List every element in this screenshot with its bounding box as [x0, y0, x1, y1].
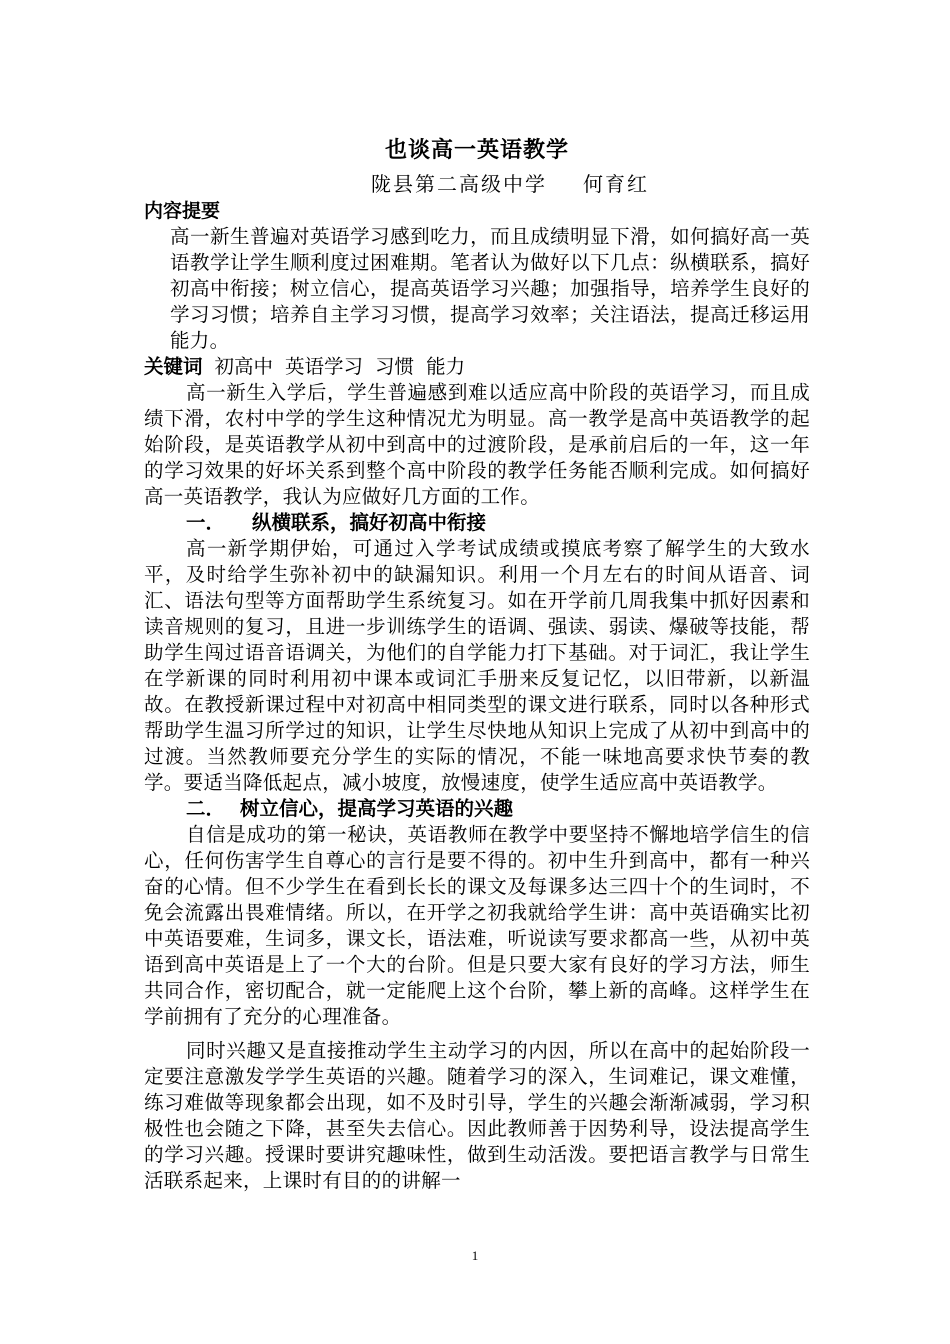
section-title: 纵横联系，搞好初高中衔接 [252, 511, 487, 534]
document-title: 也谈高一英语教学 [384, 138, 569, 163]
section-number: 一． [186, 511, 226, 534]
keyword-item: 能力 [426, 355, 466, 378]
section-number: 二． [186, 797, 226, 820]
keyword-item: 英语学习 [285, 355, 364, 378]
page-number: 1 [471, 1248, 479, 1263]
author-line [144, 170, 810, 198]
section-title: 树立信心，提高学习英语的兴趣 [240, 797, 514, 820]
section1-paragraph: 高一新学期伊始，可通过入学考试成绩或摸底考察了解学生的大致水平，及时给学生弥补初中的缺漏知识。利用一个月左右的时间从语音、词汇、语法句型等方面帮助学生系统复习。如在开学前几周我集中抓好因素和读音规则的复习，且进一步训练学生的语调、强读、弱读、爆破等技能，帮助学生闯过语音语调关，为他们的自学能力打下基础。对于词汇，我让学生在学新课的同时利用初中课本或词汇手册来反复记忆，以旧带新，以新温故。在教授新课过程中对初高中相同类型的课文进行联系，同时以各种形式帮助学生温习所学过的知识，让学生尽快地从知识上完成了从初中到高中的过渡。当然教师要充分学生的实际的情况，不能一味地高要求快节奏的教学。要适当降低起点，减小坡度，放慢速度，使学生适应高中英语教学。 [144, 537, 810, 794]
intro-paragraph: 高一新生入学后，学生普遍感到难以适应高中阶段的英语学习，而且成绩下滑，农村中学的学生这种情况尤为明显。高一教学是高中英语教学的起始阶段，是英语教学从初中到高中的过渡阶段，是承前启后的一年，这一年的学习效果的好坏关系到整个高中阶段的教学任务能否顺利完成。如何搞好高一英语教学，我认为应做好几方面的工作。 [144, 381, 810, 508]
section-heading-1 [144, 510, 810, 536]
keywords-line [144, 354, 810, 380]
keywords-label: 关键词 [144, 355, 203, 378]
author-name: 何育红 [583, 172, 649, 196]
author-school: 陇县第二高级中学 [371, 172, 547, 196]
text-column [144, 136, 810, 1194]
keyword-item: 习惯 [375, 355, 415, 378]
keyword-item: 初高中 [214, 355, 274, 378]
section2-paragraph-2: 同时兴趣又是直接推动学生主动学习的内因，所以在高中的起始阶段一定要注意激发学学生英语的兴趣。随着学习的深入，生词难记，课文难懂，练习难做等现象都会出现，如不及时引导，学生的兴趣会渐渐减弱，学习积极性也会随之下降，甚至失去信心。因此教师善于因势利导，设法提高学生的学习兴趣。授课时要讲究趣味性，做到生动活泼。要把语言教学与日常生活联系起来，上课时有目的的讲解一 [144, 1039, 810, 1192]
section-heading-2 [144, 796, 810, 822]
abstract-text: 高一新生普遍对英语学习感到吃力，而且成绩明显下滑，如何搞好高一英语教学让学生顺利度过困难期。笔者认为做好以下几点：纵横联系，搞好初高中衔接；树立信心，提高英语学习兴趣；加强指导，培养学生良好的学习习惯；培养自主学习习惯，提高学习效率；关注语法，提高迁移运用能力。 [170, 225, 810, 352]
section2-paragraph-1: 自信是成功的第一秘诀，英语教师在教学中要坚持不懈地培学信生的信心，任何伤害学生自尊心的言行是要不得的。初中生升到高中，都有一种兴奋的心情。但不少学生在看到长长的课文及每课多达三四十个的生词时，不免会流露出畏难情绪。所以，在开学之初我就给学生讲：高中英语确实比初中英语要难，生词多，课文长，语法难，听说读写要求都高一些，从初中英语到高中英语是上了一个大的台阶。但是只要大家有良好的学习方法，师生共同合作，密切配合，就一定能爬上这个台阶，攀上新的高峰。这样学生在学前拥有了充分的心理准备。 [144, 823, 810, 1028]
abstract-heading: 内容提要 [144, 200, 221, 222]
